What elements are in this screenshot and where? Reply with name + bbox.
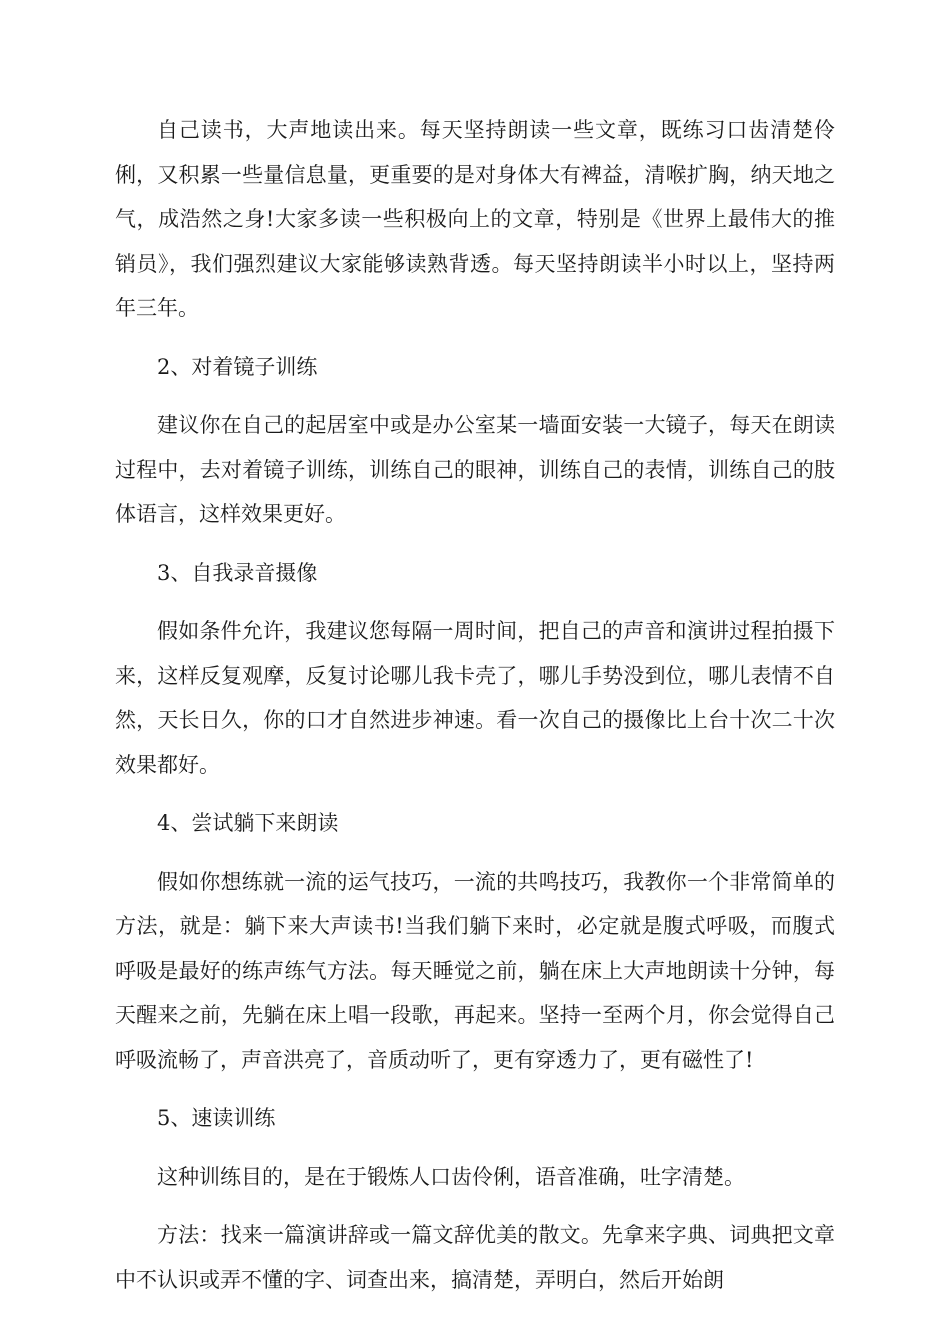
paragraph-reading-aloud: 自己读书，大声地读出来。每天坚持朗读一些文章，既练习口齿清楚伶俐，又积累一些量信息量，更重要的是对身体大有裨益，清喉扩胸，纳天地之气，成浩然之身!大家多读一些积极向上的文章，特别是《世界上最伟大的推销员》，我们强烈建议大家能够读熟背透。每天坚持朗读半小时以上，坚持两年三年。 [115, 118, 835, 320]
heading-mirror-training: 2、对着镜子训练 [157, 354, 318, 379]
paragraph-lying-down-reading: 假如你想练就一流的运气技巧，一流的共鸣技巧，我教你一个非常简单的方法，就是：躺下来大声读书!当我们躺下来时，必定就是腹式呼吸，而腹式呼吸是最好的练声练气方法。每天睡觉之前，躺在床上大声地朗读十分钟，每天醒来之前，先躺在床上唱一段歌，再起来。坚持一至两个月，你会觉得自己呼吸流畅了，声音洪亮了，音质动听了，更有穿透力了，更有磁性了! [115, 869, 835, 1072]
paragraph-speed-reading-purpose: 这种训练目的，是在于锻炼人口齿伶俐，语音准确，吐字清楚。 [157, 1164, 745, 1189]
paragraph-self-recording: 假如条件允许，我建议您每隔一周时间，把自己的声音和演讲过程拍摄下来，这样反复观摩，反复讨论哪儿我卡壳了，哪儿手势没到位，哪儿表情不自然，天长日久，你的口才自然进步神速。看一次自己的摄像比上台十次二十次效果都好。 [115, 619, 835, 777]
heading-speed-reading: 5、速读训练 [157, 1106, 276, 1130]
paragraph-mirror-training: 建议你在自己的起居室中或是办公室某一墙面安装一大镜子，每天在朗读过程中，去对着镜子训练，训练自己的眼神，训练自己的表情，训练自己的肢体语言，这样效果更好。 [115, 413, 835, 526]
heading-self-recording: 3、自我录音摄像 [157, 560, 318, 585]
document-page [115, 108, 835, 1316]
heading-lying-down-reading: 4、尝试躺下来朗读 [157, 811, 339, 835]
paragraph-speed-reading-method: 方法：找来一篇演讲辞或一篇文辞优美的散文。先拿来字典、词典把文章中不认识或弄不懂的字、词查出来，搞清楚，弄明白，然后开始朗 [115, 1223, 835, 1292]
